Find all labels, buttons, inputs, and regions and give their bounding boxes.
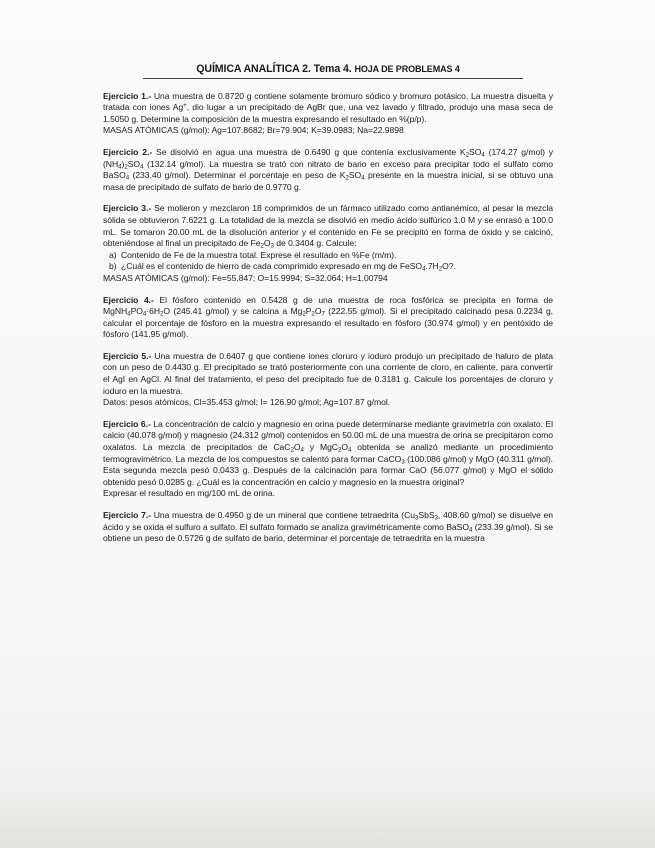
- exercise-6-text: Ejercicio 6.- La concentración de calcio y magnesio en orina puede determinarse mediante gravimetría con oxalato. El calcio (40.078 g/mol) y magnesio (24.312 g/mol) contenidos en 50.00 mL de una muestra de orina se precipitaron como oxalatos. La mezcla de precipitados de $CaC_2O_4$ y $MgC_2O_4$ obtenida se analizó mediante un procedimiento termogravimétrico. La mezcla de los compuestos se calentó para formar CaCO$_3$ (100.086 g/mol) y MgO (40.311 g/mol). Esta segunda mezcla pesó 0.0433 g. Después de la calcinación para formar CaO (56.077 g/mol) y MgO el sólido obtenido pesó 0.0285 g. ¿Cuál es la concentración en calcio y magnesio en la muestra original?: [103, 418, 554, 487]
- title-main: QUÍMICA ANALÍTICA 2. Tema 4.: [196, 63, 352, 75]
- exercise-5-label: Ejercicio 5.-: [103, 350, 152, 361]
- exercise-7-label: Ejercicio 7.-: [103, 510, 151, 520]
- exercise-3-option-a: a) Contenido de Fe de la muestra total. Exprese el resultado en %Fe (m/m).: [109, 249, 397, 260]
- exercise-1-text: Ejercicio 1.- Una muestra de 0.8720 g contiene solamente bromuro sódico y bromuro potásico. La muestra disuelta y tratada con iones Ag+, dio lugar a un precipitado de AgBr que, una vez lavado y filtrado, produjo una masa seca de 1.5050 g. Determine la composición de la muestra expresando el resultado en %(p/p).: [103, 90, 553, 124]
- title-sub: HOJA DE PROBLEMAS 4: [354, 64, 460, 74]
- exercise-3-masses: MASAS ATÓMICAS (g/mol): Fe=55.847; O=15.9994; S=32.064; H=1.00794: [103, 272, 388, 283]
- exercise-3-option-b: b) ¿Cuál es el contenido de hierro de cada comprimido expresado en mg de $FeSO_4.7H_2O$?.: [109, 261, 456, 273]
- exercise-7: [103, 510, 553, 545]
- exercise-4-text: Ejercicio 4.- El fósforo contenido en 0.5428 g de una muestra de roca fosfórica se precipita en forma de $MgNH_4PO_4\cdot 6H_2O$ (245.41 g/mol) y se calcina a $Mg_2P_2O_7$ (222.55 g/mol). Si el precipitado calcinado pesa 0.2234 g, calcular el porcentaje de fósforo en la muestra expresando el resultado en fósforo (30.974 g/mol) y en pentóxido de fósforo (141.95 g/mol).: [103, 294, 554, 340]
- exercise-3-text: Ejercicio 3.- Se molieron y mezclaron 18 comprimidos de un fármaco utilizado como antianémico, al pesar la mezcla sólida se obtuvieron 7.6221 g. La totalidad de la mezcla se disolvió en medio ácido sulfúrico 1.0 M y se enrasó a 100.0 mL. Se tomaron 20.00 mL de la disolución anterior y el contenido en Fe se precipitó en forma de óxido y se calcinó, obteniéndose al final un precipitado de $Fe_2O_3$ de 0.3404 g. Calcule:: [103, 203, 554, 250]
- exercise-2-label: Ejercicio 2.-: [103, 146, 153, 157]
- exercise-3-options: [103, 250, 553, 273]
- exercise-6-instruction: Expresar el resultado en mg/100 mL de orina.: [103, 488, 275, 499]
- page-title: [103, 64, 553, 76]
- exercise-2-text: Ejercicio 2.- Se disolvió en agua una muestra de 0.6490 g que contenía exclusivamente $K_2SO_4$ (174.27 g/mol) y $(NH_4)_2SO_4$ (132.14 g/mol). La muestra se trató con nitrato de bario en exceso para precipitar todo el sulfato como BaSO$_4$ (233.40 g/mol). Determinar el porcentaje en peso de $K_2SO_4$ presente en la muestra inicial, si se obtuvo una masa de precipitado de sulfato de bario de 0.9770 g.: [103, 146, 553, 192]
- exercise-4: [103, 295, 553, 341]
- exercise-7-text: Ejercicio 7.- Una muestra de 0.4950 g de un mineral que contiene tetraedrita ($Cu_3SbS_3$, 408.60 g/mol) se disuelve en ácido y se oxida el sulfuro a sulfato. El sulfato formado se analiza gravimétricamente como BaSO$_4$ (233.39 g/mol). Si se obtiene un peso de 0.5726 g de sulfato de bario, determinar el porcentaje de tetraedrita en la muestra: [103, 510, 554, 544]
- title-divider: [143, 78, 523, 79]
- exercise-6: [103, 419, 553, 500]
- exercise-4-label: Ejercicio 4.-: [103, 294, 154, 305]
- exercise-3-label: Ejercicio 3.-: [103, 203, 152, 214]
- exercise-3: [103, 203, 553, 284]
- exercise-2: [103, 147, 553, 193]
- exercise-1-masses: MASAS ATÓMICAS (g/mol): Ag=107.8682; Br=79.904; K=39.0983; Na=22.9898: [103, 125, 404, 136]
- page-bottom-shadow: [0, 788, 655, 848]
- exercise-5-text: Ejercicio 5.- Una muestra de 0.6407 g que contiene iones cloruro y ioduro produjo un precipitado de haluro de plata con un peso de 0.4430 g. El precipitado se trató posteriormente con una corriente de cloro, en caliente, para convertir el AgI en AgCl. Al final del tratamiento, el peso del precipitado fue de 0.3181 g. Calcule los porcentajes de cloruro y ioduro en la muestra.: [103, 350, 553, 396]
- exercise-5: [103, 351, 553, 409]
- exercise-6-label: Ejercicio 6.-: [103, 418, 151, 429]
- exercise-1: [103, 91, 553, 137]
- exercise-5-data: Datos: pesos atómicos, Cl=35.453 g/mol; I= 126.90 g/mol; Ag=107.87 g/mol.: [103, 397, 391, 408]
- document-content: [103, 64, 553, 555]
- exercise-1-label: Ejercicio 1.-: [103, 90, 152, 101]
